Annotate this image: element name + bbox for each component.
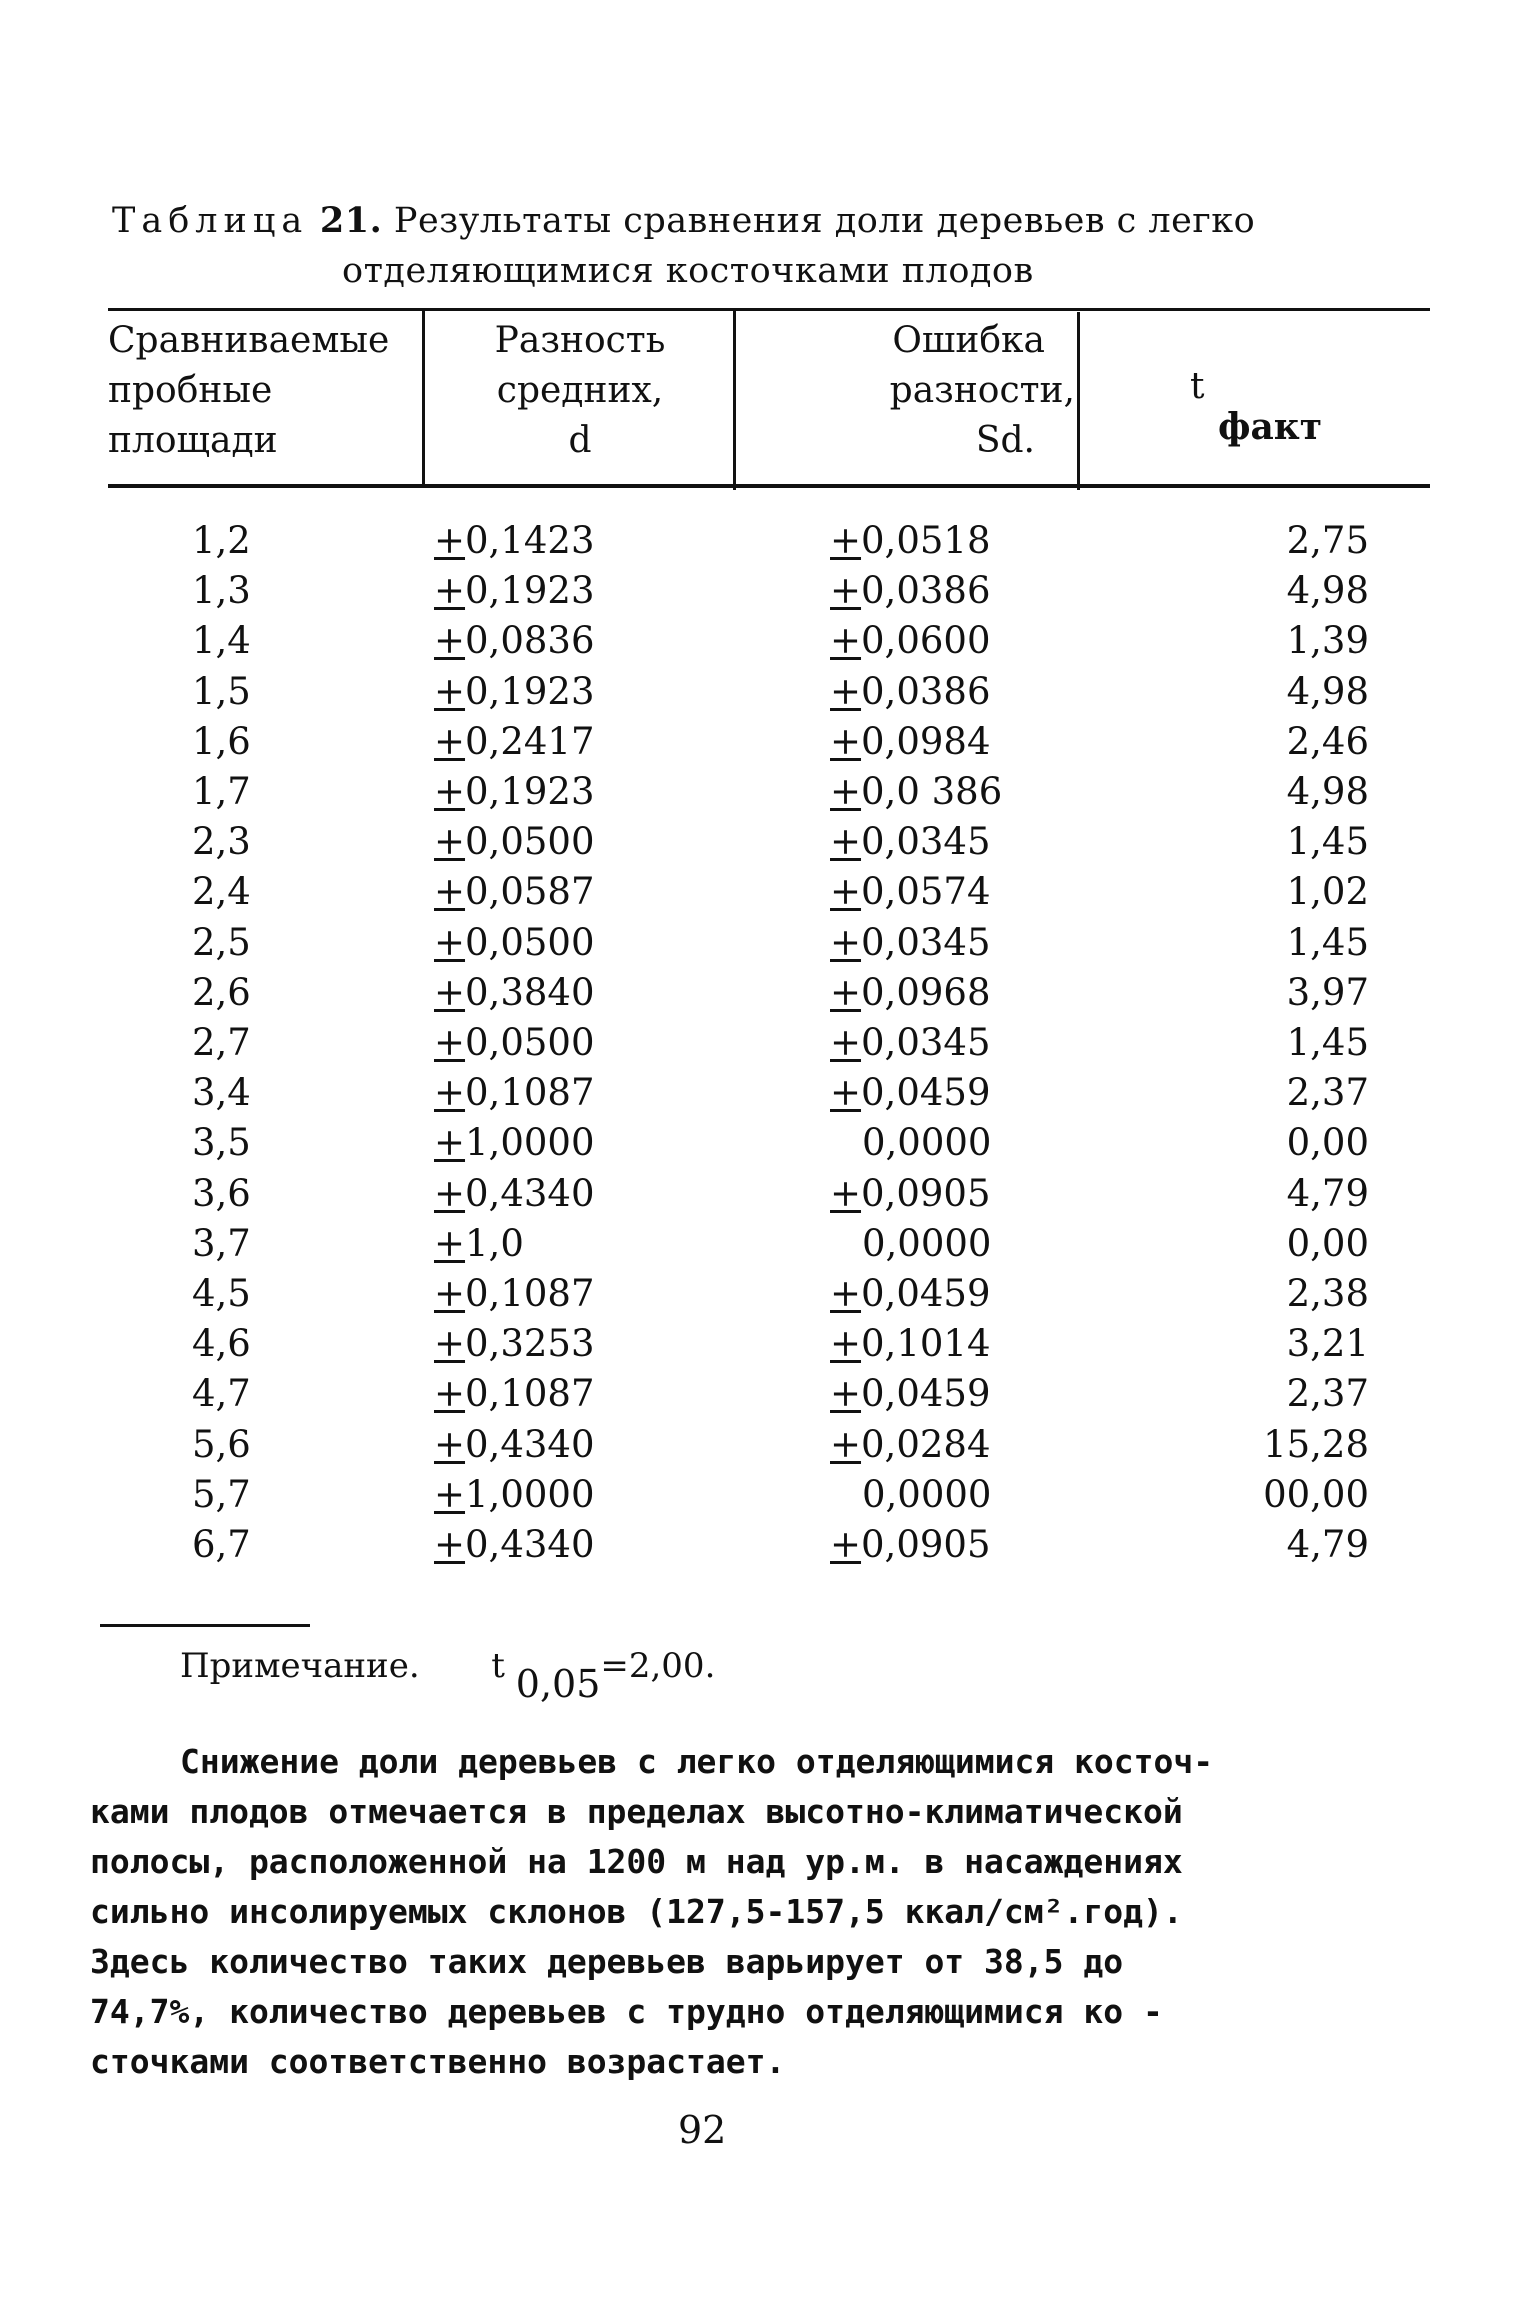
cell-difference <box>434 616 594 666</box>
cell-t-fact <box>1287 1269 1369 1319</box>
column-divider-1 <box>422 310 425 486</box>
cell-plots <box>192 1369 251 1419</box>
cell-error <box>830 1068 990 1118</box>
header-error-line-2: разности, <box>889 370 1075 411</box>
plus-minus-sign: + <box>434 1071 466 1115</box>
cell-error-value: 0,0459 <box>861 1272 991 1315</box>
paragraph-line: ками плодов отмечается в пределах высотно-климатической <box>90 1792 1183 1831</box>
cell-difference-value: 0,4340 <box>465 1523 595 1566</box>
table-row <box>0 566 1529 616</box>
plus-minus-sign: + <box>434 1523 466 1566</box>
cell-t-fact-value: 4,98 <box>1286 770 1369 813</box>
cell-t-fact-value: 1,39 <box>1286 619 1369 663</box>
cell-t-fact <box>1287 616 1369 666</box>
plus-minus-sign: + <box>830 569 862 613</box>
note-value: =2,00. <box>600 1646 716 1686</box>
column-divider-2 <box>733 310 736 490</box>
paragraph-line: полосы, расположенной на 1200 м над ур.м. в насаждениях <box>90 1842 1183 1881</box>
cell-difference <box>434 1118 594 1168</box>
cell-plots <box>192 918 251 968</box>
header-plots-line-3: площади <box>108 420 278 461</box>
cell-plots-value: 5,6 <box>192 1422 251 1466</box>
caption-line-1: Результаты сравнения доли деревьев с легко <box>393 201 1256 241</box>
cell-t-fact <box>1287 1520 1369 1570</box>
cell-plots-value: 2,6 <box>192 970 251 1014</box>
plus-minus-sign: + <box>830 1021 862 1064</box>
cell-error <box>830 566 990 616</box>
table-row <box>0 667 1529 717</box>
cell-plots <box>192 516 251 566</box>
cell-difference-value: 0,0836 <box>465 619 595 663</box>
cell-plots <box>192 968 251 1018</box>
header-difference <box>430 316 730 466</box>
table-row <box>0 1470 1529 1520</box>
cell-difference-value: 0,1423 <box>465 519 595 562</box>
plus-minus-sign: + <box>830 1272 862 1315</box>
plus-minus-sign: + <box>434 619 466 663</box>
table-row <box>0 1319 1529 1369</box>
cell-t-fact <box>1287 867 1369 917</box>
plus-minus-sign: + <box>434 870 466 914</box>
cell-error <box>830 1520 990 1570</box>
cell-plots-value: 3,5 <box>192 1121 251 1165</box>
table-row <box>0 516 1529 566</box>
cell-difference <box>434 968 594 1018</box>
cell-t-fact-value: 3,97 <box>1286 970 1369 1014</box>
cell-plots-value: 1,4 <box>192 619 251 663</box>
cell-plots <box>192 1018 251 1068</box>
cell-plots-value: 2,7 <box>192 1021 251 1064</box>
cell-error-value: 0,0345 <box>861 1021 991 1064</box>
cell-difference-value: 0,2417 <box>465 719 595 763</box>
table-row <box>0 1219 1529 1269</box>
cell-t-fact <box>1287 767 1369 817</box>
cell-t-fact-value: 1,45 <box>1286 920 1369 964</box>
cell-error-value: 0,0459 <box>861 1071 991 1115</box>
cell-plots-value: 2,3 <box>192 820 251 864</box>
table-row <box>0 767 1529 817</box>
cell-t-fact <box>1287 1369 1369 1419</box>
cell-t-fact <box>1263 1420 1369 1470</box>
cell-error-value: 0,0905 <box>861 1171 991 1215</box>
cell-difference <box>434 566 594 616</box>
cell-error <box>830 1169 990 1219</box>
cell-difference-value: 0,0500 <box>465 920 595 964</box>
cell-error-value: 0,0000 <box>862 1472 992 1516</box>
table-row <box>0 1420 1529 1470</box>
note-t-symbol: t <box>491 1646 505 1686</box>
cell-difference-value: 1,0 <box>465 1221 524 1265</box>
cell-difference-value: 0,1087 <box>465 1071 595 1115</box>
cell-plots <box>192 1319 251 1369</box>
cell-error <box>830 717 990 767</box>
cell-t-fact <box>1287 918 1369 968</box>
cell-difference <box>434 1420 594 1470</box>
cell-difference-value: 0,4340 <box>465 1422 595 1466</box>
cell-t-fact-value: 1,45 <box>1286 820 1369 864</box>
cell-error <box>862 1219 991 1269</box>
cell-error <box>830 1018 990 1068</box>
cell-error <box>830 1420 990 1470</box>
cell-difference-value: 0,1923 <box>465 669 595 713</box>
cell-plots-value: 1,5 <box>192 669 251 713</box>
cell-plots <box>192 767 251 817</box>
cell-error <box>862 1470 991 1520</box>
cell-t-fact <box>1287 968 1369 1018</box>
plus-minus-sign: + <box>830 1372 862 1416</box>
plus-minus-sign: + <box>830 1322 862 1366</box>
cell-t-fact-value: 0,00 <box>1286 1221 1369 1265</box>
cell-plots-value: 2,5 <box>192 920 251 964</box>
plus-minus-sign: + <box>830 619 862 663</box>
plus-minus-sign: + <box>434 1171 466 1215</box>
paragraph-line: сильно инсолируемых склонов (127,5-157,5 ккал/см².год). <box>90 1892 1183 1931</box>
plus-minus-sign: + <box>830 669 862 713</box>
plus-minus-sign: + <box>434 1121 466 1165</box>
cell-t-fact-value: 2,37 <box>1286 1372 1369 1416</box>
table-row <box>0 1118 1529 1168</box>
plus-minus-sign: + <box>434 1221 466 1265</box>
cell-difference <box>434 1470 594 1520</box>
plus-minus-sign: + <box>434 1322 466 1366</box>
cell-difference-value: 0,0587 <box>465 870 595 914</box>
plus-minus-sign: + <box>434 820 466 864</box>
cell-difference <box>434 867 594 917</box>
cell-plots-value: 3,7 <box>192 1221 251 1265</box>
table-top-rule <box>108 308 1430 311</box>
cell-difference-value: 0,0500 <box>465 1021 595 1064</box>
table-row <box>0 1269 1529 1319</box>
cell-error-value: 0,0600 <box>861 619 991 663</box>
cell-error <box>830 1319 990 1369</box>
cell-error-value: 0,1014 <box>861 1322 991 1366</box>
paragraph-line: 74,7%, количество деревьев с трудно отделяющимися ко - <box>90 1992 1163 2031</box>
cell-plots <box>192 1470 251 1520</box>
cell-error-value: 0,0000 <box>862 1221 992 1265</box>
plus-minus-sign: + <box>830 970 862 1014</box>
cell-difference <box>434 1068 594 1118</box>
cell-plots-value: 3,4 <box>192 1071 251 1115</box>
cell-plots-value: 1,2 <box>192 519 251 562</box>
cell-difference-value: 0,1923 <box>465 569 595 613</box>
cell-plots-value: 2,4 <box>192 870 251 914</box>
cell-plots-value: 1,7 <box>192 770 251 813</box>
cell-t-fact <box>1287 566 1369 616</box>
plus-minus-sign: + <box>830 1171 862 1215</box>
cell-difference <box>434 1219 524 1269</box>
cell-difference <box>434 1018 594 1068</box>
cell-t-fact <box>1263 1470 1369 1520</box>
cell-t-fact-value: 1,02 <box>1286 870 1369 914</box>
plus-minus-sign: + <box>830 1523 862 1566</box>
cell-error-value: 0,0345 <box>861 820 991 864</box>
cell-difference-value: 1,0000 <box>465 1472 595 1516</box>
caption-line-2: отделяющимися косточками плодов <box>342 251 1034 291</box>
cell-plots <box>192 867 251 917</box>
cell-plots-value: 4,7 <box>192 1372 251 1416</box>
table-row <box>0 1169 1529 1219</box>
cell-error <box>830 817 990 867</box>
plus-minus-sign: + <box>434 569 466 613</box>
plus-minus-sign: + <box>830 770 862 813</box>
cell-t-fact-value: 2,37 <box>1286 1071 1369 1115</box>
header-t-symbol: t <box>1190 366 1205 407</box>
cell-plots <box>192 1420 251 1470</box>
table-row <box>0 1369 1529 1419</box>
paragraph-line: Снижение доли деревьев с легко отделяющимися косточ- <box>180 1742 1214 1781</box>
header-plots <box>108 316 389 466</box>
table-row <box>0 867 1529 917</box>
cell-error-value: 0,0518 <box>861 519 991 562</box>
cell-plots <box>192 1520 251 1570</box>
cell-error-value: 0,0 386 <box>861 770 1003 813</box>
cell-difference <box>434 516 594 566</box>
cell-error-value: 0,0905 <box>861 1523 991 1566</box>
cell-difference <box>434 1520 594 1570</box>
cell-plots <box>192 566 251 616</box>
cell-error-value: 0,0386 <box>861 569 991 613</box>
cell-t-fact <box>1287 1219 1369 1269</box>
cell-difference <box>434 817 594 867</box>
table-label: Таблица <box>112 201 309 241</box>
cell-t-fact <box>1287 1118 1369 1168</box>
cell-t-fact-value: 4,98 <box>1286 569 1369 613</box>
table-caption <box>112 196 1492 296</box>
cell-difference <box>434 717 594 767</box>
cell-plots-value: 4,6 <box>192 1322 251 1366</box>
cell-t-fact <box>1287 1319 1369 1369</box>
cell-t-fact-value: 4,79 <box>1286 1171 1369 1215</box>
cell-error <box>830 767 1002 817</box>
paragraph-line: сточками соответственно возрастает. <box>90 2042 786 2081</box>
cell-error-value: 0,0984 <box>861 719 991 763</box>
footnote-rule <box>100 1624 310 1627</box>
cell-t-fact <box>1287 1068 1369 1118</box>
cell-error-value: 0,0000 <box>862 1121 992 1165</box>
note-label: Примечание. <box>180 1646 420 1686</box>
cell-difference <box>434 1269 594 1319</box>
cell-error <box>830 667 990 717</box>
table-row <box>0 1018 1529 1068</box>
cell-difference-value: 1,0000 <box>465 1121 595 1165</box>
cell-plots <box>192 1118 251 1168</box>
cell-error-value: 0,0345 <box>861 920 991 964</box>
header-t-fact <box>1190 362 1323 448</box>
cell-plots-value: 5,7 <box>192 1472 251 1516</box>
cell-t-fact <box>1287 1169 1369 1219</box>
header-difference-line-2: средних, <box>496 370 664 411</box>
cell-t-fact-value: 2,75 <box>1286 519 1369 562</box>
header-bottom-rule <box>108 484 1430 488</box>
plus-minus-sign: + <box>434 770 466 813</box>
table-row <box>0 717 1529 767</box>
header-difference-line-1: Разность <box>494 320 666 361</box>
header-error <box>745 316 1075 466</box>
cell-t-fact <box>1287 1018 1369 1068</box>
cell-error-value: 0,0284 <box>861 1422 991 1466</box>
plus-minus-sign: + <box>434 1422 466 1466</box>
plus-minus-sign: + <box>830 820 862 864</box>
paragraph-line: Здесь количество таких деревьев варьирует от 38,5 до <box>90 1942 1124 1981</box>
cell-plots <box>192 1068 251 1118</box>
cell-error-value: 0,0386 <box>861 669 991 713</box>
page-number: 92 <box>678 2108 727 2152</box>
cell-t-fact-value: 2,38 <box>1286 1272 1369 1315</box>
table-note <box>180 1642 716 1706</box>
table-row <box>0 817 1529 867</box>
cell-t-fact <box>1287 667 1369 717</box>
plus-minus-sign: + <box>830 519 862 562</box>
cell-difference <box>434 767 594 817</box>
plus-minus-sign: + <box>830 870 862 914</box>
cell-plots-value: 4,5 <box>192 1272 251 1315</box>
header-error-line-1: Ошибка <box>892 320 1045 361</box>
plus-minus-sign: + <box>830 920 862 964</box>
table-row <box>0 918 1529 968</box>
cell-t-fact-value: 00,00 <box>1263 1472 1369 1516</box>
cell-error <box>830 616 990 666</box>
body-paragraph <box>90 1737 1450 2087</box>
plus-minus-sign: + <box>434 1272 466 1315</box>
table-row <box>0 968 1529 1018</box>
header-error-line-3: Sd. <box>975 420 1035 461</box>
cell-error-value: 0,0459 <box>861 1372 991 1416</box>
column-divider-3 <box>1077 312 1080 490</box>
cell-difference-value: 0,1087 <box>465 1272 595 1315</box>
table-number: 21. <box>319 200 383 241</box>
cell-difference-value: 0,1087 <box>465 1372 595 1416</box>
cell-difference-value: 0,0500 <box>465 820 595 864</box>
cell-error <box>862 1118 991 1168</box>
cell-difference-value: 0,3840 <box>465 970 595 1014</box>
cell-error-value: 0,0574 <box>861 870 991 914</box>
cell-difference <box>434 918 594 968</box>
plus-minus-sign: + <box>434 970 466 1014</box>
cell-difference <box>434 1319 594 1369</box>
cell-plots-value: 1,6 <box>192 719 251 763</box>
cell-difference-value: 0,4340 <box>465 1171 595 1215</box>
plus-minus-sign: + <box>434 669 466 713</box>
cell-error <box>830 918 990 968</box>
cell-error <box>830 968 990 1018</box>
cell-plots <box>192 717 251 767</box>
plus-minus-sign: + <box>434 719 466 763</box>
cell-plots <box>192 1269 251 1319</box>
plus-minus-sign: + <box>434 1021 466 1064</box>
plus-minus-sign: + <box>434 519 466 562</box>
cell-t-fact <box>1287 516 1369 566</box>
table-row <box>0 616 1529 666</box>
cell-t-fact-value: 1,45 <box>1286 1021 1369 1064</box>
table-row <box>0 1520 1529 1570</box>
plus-minus-sign: + <box>830 719 862 763</box>
plus-minus-sign: + <box>830 1422 862 1466</box>
cell-error <box>830 516 990 566</box>
plus-minus-sign: + <box>434 1372 466 1416</box>
cell-t-fact <box>1287 817 1369 867</box>
table-row <box>0 1068 1529 1118</box>
cell-t-fact-value: 4,98 <box>1286 669 1369 713</box>
note-subscript: 0,05 <box>515 1662 601 1706</box>
cell-plots <box>192 817 251 867</box>
cell-t-fact-value: 0,00 <box>1286 1121 1369 1165</box>
cell-plots-value: 1,3 <box>192 569 251 613</box>
cell-difference <box>434 667 594 717</box>
cell-error <box>830 867 990 917</box>
cell-difference <box>434 1369 594 1419</box>
cell-error-value: 0,0968 <box>861 970 991 1014</box>
cell-plots <box>192 667 251 717</box>
cell-error <box>830 1269 990 1319</box>
header-difference-line-3: d <box>568 420 592 461</box>
cell-difference-value: 0,3253 <box>465 1322 595 1366</box>
cell-plots <box>192 616 251 666</box>
header-plots-line-1: Сравниваемые <box>108 320 390 361</box>
header-t-subscript: факт <box>1218 406 1323 448</box>
cell-t-fact-value: 4,79 <box>1286 1523 1369 1566</box>
cell-t-fact-value: 2,46 <box>1286 719 1369 763</box>
cell-t-fact <box>1287 717 1369 767</box>
cell-plots-value: 6,7 <box>192 1523 251 1566</box>
cell-t-fact-value: 3,21 <box>1286 1322 1369 1366</box>
cell-error <box>830 1369 990 1419</box>
cell-difference-value: 0,1923 <box>465 770 595 813</box>
plus-minus-sign: + <box>434 920 466 964</box>
cell-plots <box>192 1169 251 1219</box>
plus-minus-sign: + <box>434 1472 466 1516</box>
plus-minus-sign: + <box>830 1071 862 1115</box>
cell-plots <box>192 1219 251 1269</box>
cell-t-fact-value: 15,28 <box>1263 1422 1369 1466</box>
header-plots-line-2: пробные <box>108 370 273 411</box>
cell-difference <box>434 1169 594 1219</box>
cell-plots-value: 3,6 <box>192 1171 251 1215</box>
